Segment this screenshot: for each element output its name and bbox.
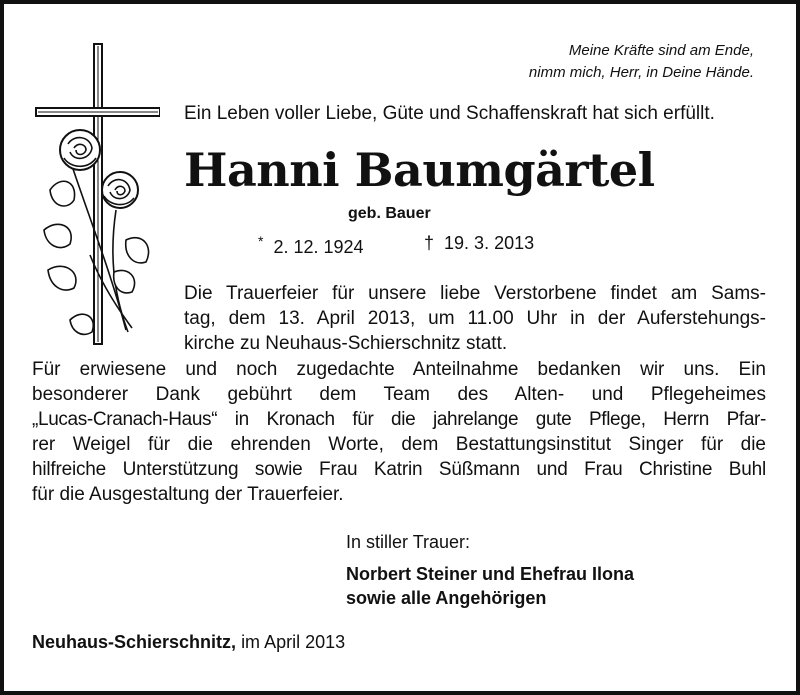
paragraph-line: rer Weigel für die ehrenden Worte, dem Bestattungsinstitut Singer für die: [32, 434, 766, 455]
paragraph-line: besonderer Dank gebührt dem Team des Alten- und Pflegeheimes: [32, 384, 766, 405]
death-symbol: †: [424, 233, 435, 253]
mourner-line: sowie alle Angehörigen: [346, 588, 547, 608]
town: Neuhaus-Schierschnitz,: [32, 632, 237, 652]
paragraph-line: Die Trauerfeier für unsere liebe Verstorbene findet am Sams-: [184, 283, 766, 304]
birth-symbol: *: [258, 233, 264, 249]
maiden-name: geb. Bauer: [348, 205, 431, 222]
ceremony-paragraph: [184, 281, 766, 356]
mourning-intro: In stiller Trauer:: [346, 532, 471, 552]
paragraph-line: hilfreiche Unterstützung sowie Frau Katrin Süßmann und Frau Christine Buhl: [32, 459, 766, 480]
birth-date-value: 2. 12. 1924: [273, 237, 364, 257]
notice-date: im April 2013: [241, 632, 346, 652]
motto-line: Meine Kräfte sind am Ende,: [568, 42, 754, 59]
place-and-date: [32, 632, 345, 653]
lead-sentence: Ein Leben voller Liebe, Güte und Schaffenskraft hat sich erfüllt.: [184, 103, 715, 124]
deceased-name: Hanni Baumgärtel: [184, 143, 655, 197]
birth-date: [258, 233, 364, 258]
paragraph-line: für die Ausgestaltung der Trauerfeier.: [32, 484, 344, 505]
motto-line: nimm mich, Herr, in Deine Hände.: [528, 64, 754, 81]
paragraph-line: kirche zu Neuhaus-Schierschnitz statt.: [184, 333, 508, 354]
motto-verse: [529, 40, 754, 84]
cross-with-roses-icon: [30, 40, 160, 350]
thanks-paragraph: [32, 357, 766, 507]
mourner-line: Norbert Steiner und Ehefrau Ilona: [346, 564, 635, 584]
paragraph-line: Für erwiesene und noch zugedachte Anteilnahme bedanken wir uns. Ein: [32, 359, 766, 380]
paragraph-line: tag, dem 13. April 2013, um 11.00 Uhr in der Auferstehungs-: [184, 308, 766, 329]
death-date: [424, 233, 534, 254]
paragraph-line: „Lucas-Cranach-Haus“ in Kronach für die jahrelange gute Pflege, Herrn Pfar-: [32, 409, 766, 430]
death-date-value: 19. 3. 2013: [444, 233, 535, 253]
